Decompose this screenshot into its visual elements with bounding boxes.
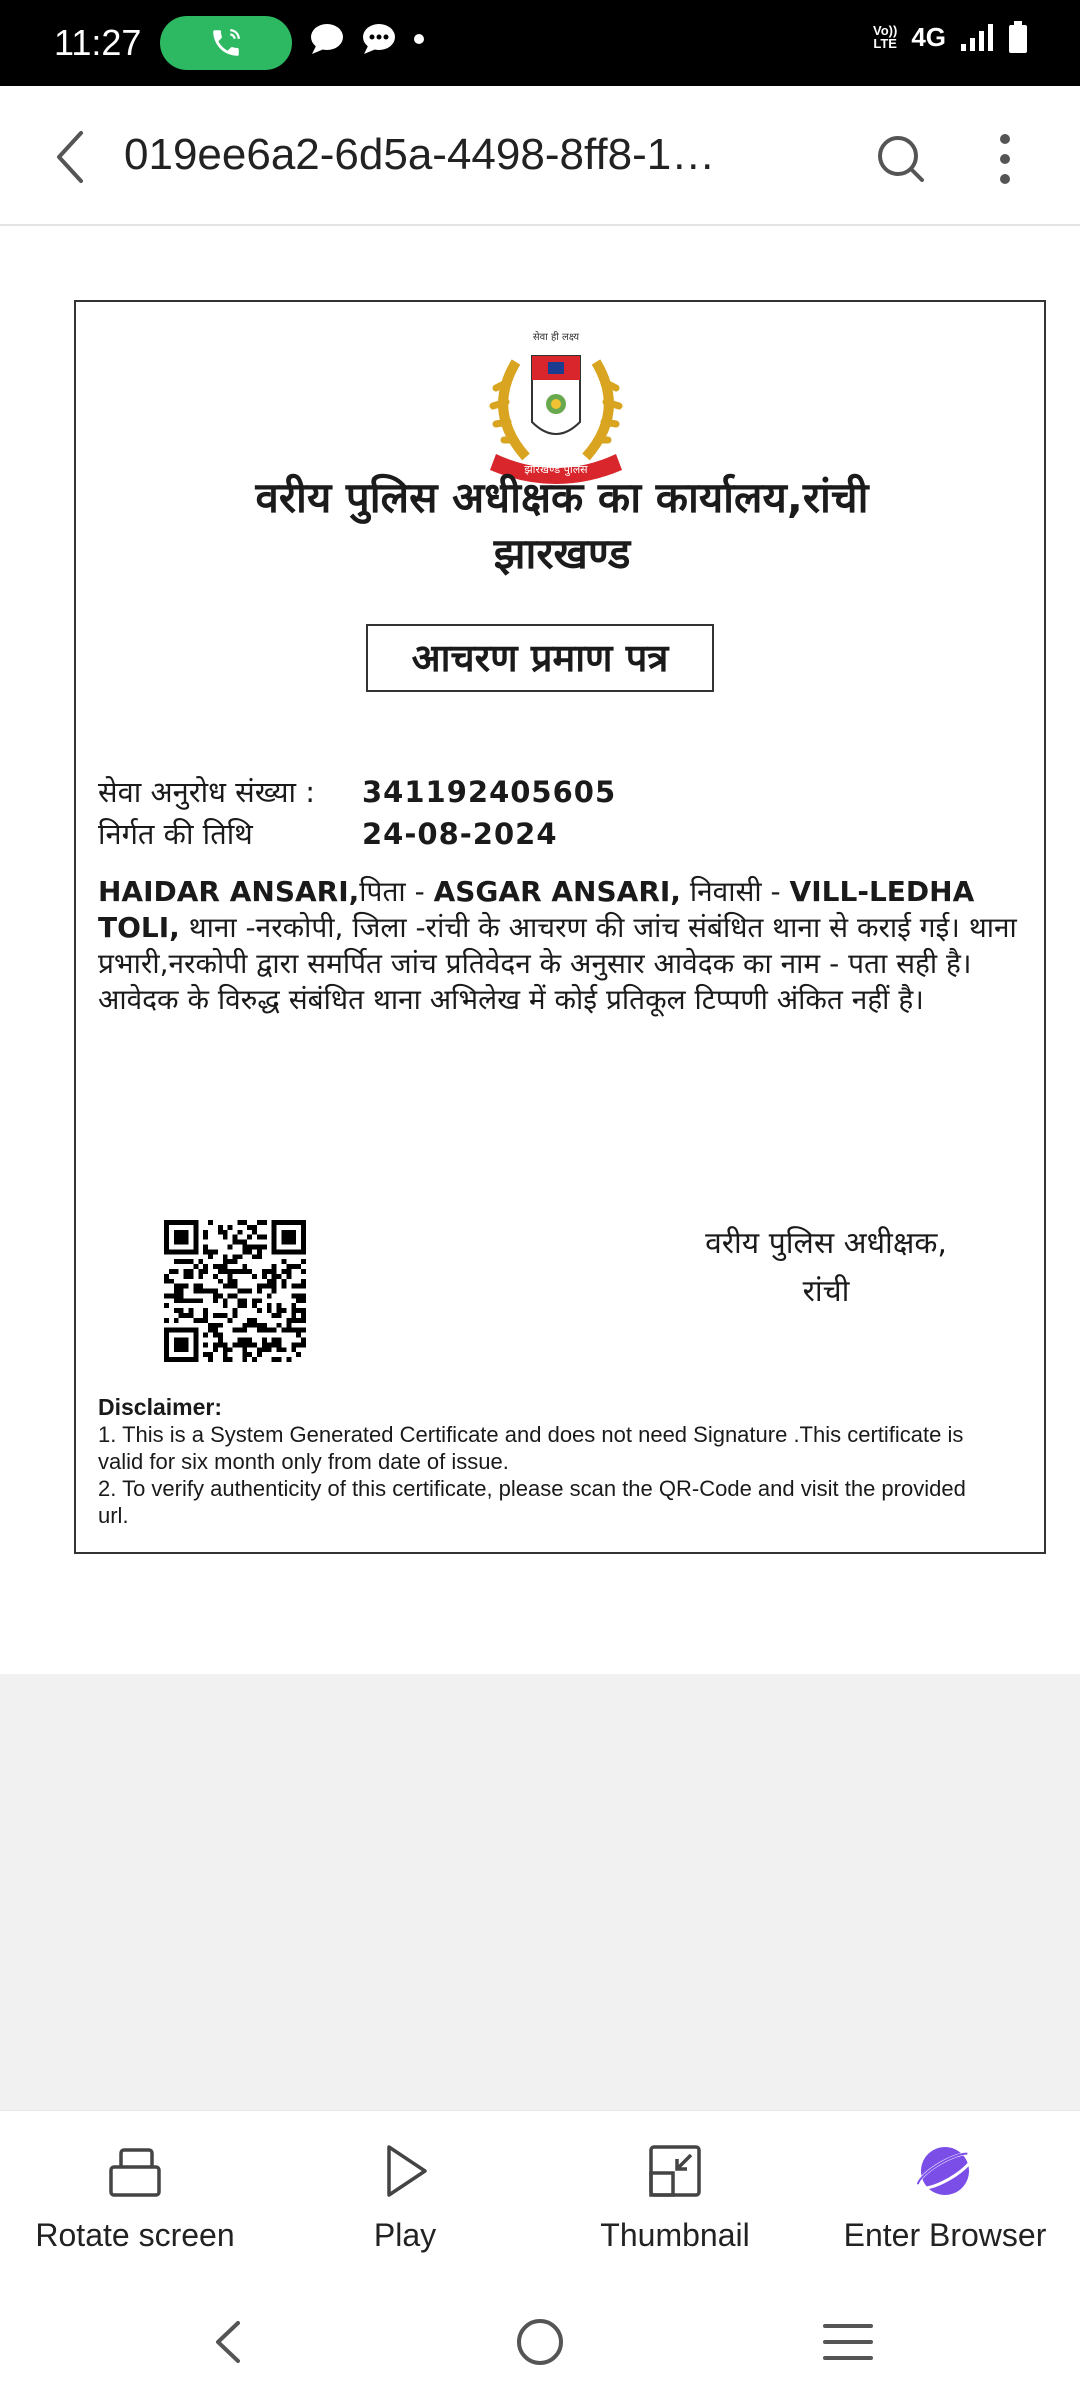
service-request-value: 341192405605 xyxy=(362,775,617,809)
more-vertical-icon xyxy=(998,133,1012,185)
signatory-designation: वरीय पुलिस अधीक्षक, xyxy=(705,1226,947,1261)
disclaimer-item-1: 1. This is a System Generated Certificate and does not need Signature .This certificate is valid for six month only from date of issue. xyxy=(98,1422,964,1474)
verification-text: थाना -नरकोपी, जिला -रांची के आचरण की जांच संबंधित थाना से कराई गई। थाना प्रभारी,नरकोपी द्वारा समर्पित जांच प्रतिवेदन के अनुसार आवेदक का नाम - पता सही है। आवेदक के विरुद्ध संबंधित थाना अभिलेख में कोई प्रतिकूल टिप्पणी अंकित नहीं है। xyxy=(98,911,1017,1016)
thumbnail-button[interactable] xyxy=(540,2111,810,2282)
document-title: 019ee6a2-6d5a-4498-8ff8-1… xyxy=(124,130,716,179)
thumbnail-icon xyxy=(643,2139,707,2203)
search-button[interactable] xyxy=(866,124,936,194)
nav-recents-button[interactable] xyxy=(816,2312,880,2372)
nav-home-icon xyxy=(514,2316,566,2368)
more-options-button[interactable] xyxy=(972,124,1038,194)
viewer-empty-area xyxy=(0,1674,1080,2110)
enter-browser-button[interactable] xyxy=(810,2111,1080,2282)
service-request-row xyxy=(98,772,616,812)
signal-strength-icon xyxy=(960,22,994,52)
nav-menu-icon xyxy=(821,2320,875,2364)
ongoing-call-pill[interactable] xyxy=(160,16,292,70)
rotate-screen-label: Rotate screen xyxy=(35,2217,235,2253)
message-bubble-icon xyxy=(308,22,346,56)
status-time: 11:27 xyxy=(54,22,142,63)
signatory-place: रांची xyxy=(802,1274,850,1309)
service-request-label: सेवा अनुरोध संख्या : xyxy=(98,775,316,809)
nav-back-icon xyxy=(210,2317,246,2367)
disclaimer xyxy=(98,1394,998,1529)
chevron-left-icon xyxy=(53,129,87,185)
verification-qr-code[interactable] xyxy=(164,1220,306,1362)
character-certificate-page xyxy=(74,300,1046,1554)
notification-icons xyxy=(308,22,426,56)
more-notifications-dot-icon xyxy=(412,32,426,46)
chat-dots-icon xyxy=(360,22,398,56)
certificate-body xyxy=(98,874,1032,1018)
disclaimer-item-2: 2. To verify authenticity of this certificate, please scan the QR-Code and visit the provided url. xyxy=(98,1476,966,1528)
play-button[interactable] xyxy=(270,2111,540,2282)
play-label: Play xyxy=(373,2217,437,2253)
issue-date-value: 24-08-2024 xyxy=(362,817,558,851)
emblem-motto: सेवा ही लक्ष्य xyxy=(532,332,580,343)
office-title-line2: झारखण्ड xyxy=(493,529,631,578)
status-bar xyxy=(0,0,1080,86)
issue-date-row xyxy=(98,814,558,854)
rotate-screen-button[interactable] xyxy=(0,2111,270,2282)
rotate-screen-icon xyxy=(103,2139,167,2203)
nav-home-button[interactable] xyxy=(508,2312,572,2372)
browser-planet-icon xyxy=(913,2139,977,2203)
system-status-icons xyxy=(873,20,1028,54)
issue-date-label: निर्गत की तिथि xyxy=(98,817,253,851)
residence-label: निवासी - xyxy=(680,875,790,908)
battery-icon xyxy=(1008,20,1028,54)
father-label: पिता - xyxy=(359,875,434,908)
applicant-name: HAIDAR ANSARI, xyxy=(98,875,360,908)
play-icon xyxy=(373,2139,437,2203)
office-title-line1: वरीय पुलिस अधीक्षक का कार्यालय,रांची xyxy=(255,473,869,522)
bottom-action-bar xyxy=(0,2110,1080,2282)
certificate-heading: आचरण प्रमाण पत्र xyxy=(366,624,714,692)
jharkhand-police-emblem xyxy=(436,322,676,488)
search-icon xyxy=(875,133,927,185)
volte-icon: Vo)) LTE xyxy=(873,23,898,51)
network-type-label: 4G xyxy=(911,21,946,52)
father-name: ASGAR ANSARI, xyxy=(433,875,681,908)
system-navigation-bar xyxy=(0,2282,1080,2400)
back-button[interactable] xyxy=(40,122,100,192)
disclaimer-title: Disclaimer: xyxy=(98,1394,223,1420)
enter-browser-label: Enter Browser xyxy=(843,2217,1047,2253)
emblem-banner-text: झारखण्ड पुलिस xyxy=(524,463,588,476)
office-title xyxy=(76,470,1048,582)
nav-back-button[interactable] xyxy=(196,2312,260,2372)
applicant-address: VILL-LEDHA TOLI, xyxy=(98,875,975,944)
phone-call-icon xyxy=(209,26,243,60)
document-toolbar xyxy=(0,86,1080,226)
thumbnail-label: Thumbnail xyxy=(600,2217,750,2253)
signatory-block xyxy=(636,1220,1016,1316)
